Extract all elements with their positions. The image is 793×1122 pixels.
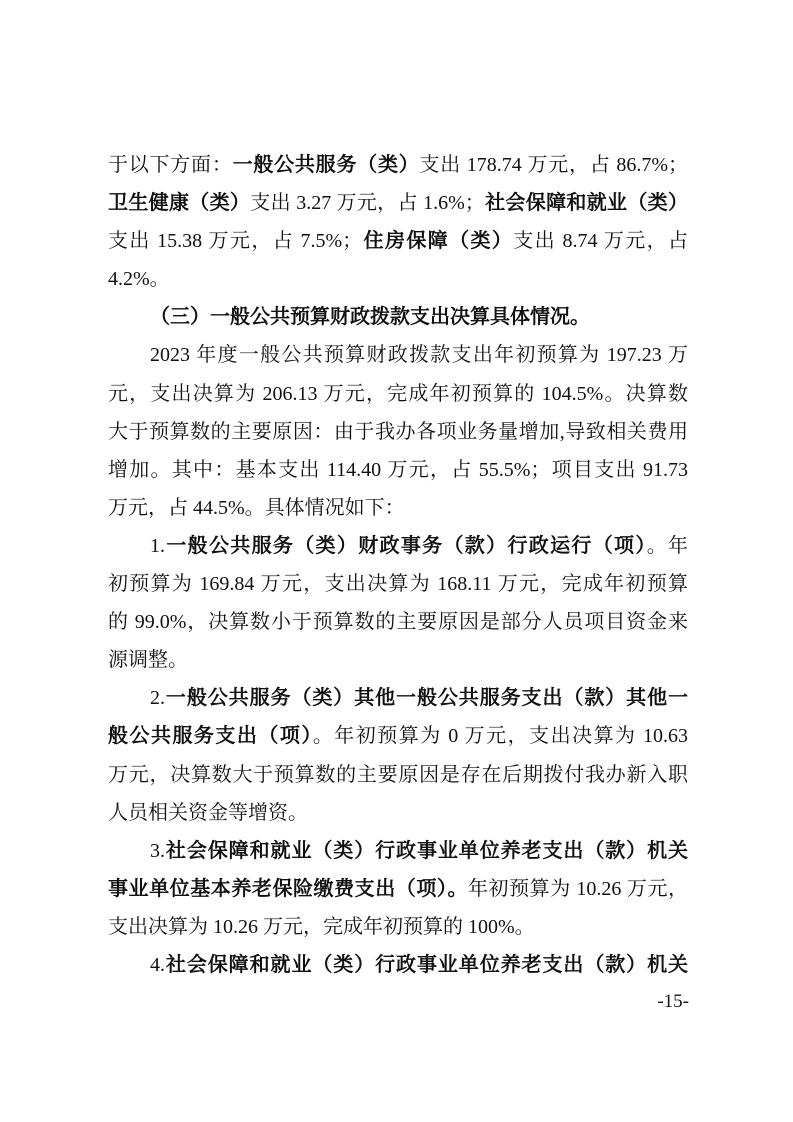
text-segment: 增加。其中：基本支出 114.40 万元，占 55.5%；项目支出 91.73 bbox=[108, 458, 688, 481]
text-line bbox=[108, 565, 688, 603]
bold-item-title: 一般公共服务（类）其他一般公共服务支出（款）其他一 bbox=[165, 687, 688, 710]
text-line bbox=[108, 413, 688, 451]
text-segment: 万元，占 44.5%。具体情况如下： bbox=[108, 496, 405, 519]
text-segment: 人员相关资金等增资。 bbox=[108, 801, 308, 824]
text-line bbox=[108, 146, 688, 184]
text-segment: 万元，决算数大于预算数的主要原因是存在后期拨付我办新入职 bbox=[108, 763, 688, 786]
text-line bbox=[108, 222, 688, 260]
text-segment: 元，支出决算为 206.13 万元，完成年初预算的 104.5%。决算数 bbox=[108, 382, 688, 405]
text-segment: 大于预算数的主要原因：由于我办各项业务量增加,导致相关费用 bbox=[108, 420, 688, 443]
bold-category-segment: 住房保障（类） bbox=[362, 230, 514, 253]
text-segment: 支出 3.27 万元，占 1.6%； bbox=[250, 192, 485, 215]
text-line bbox=[108, 375, 688, 413]
text-line bbox=[108, 794, 688, 832]
text-line bbox=[108, 946, 688, 984]
text-line bbox=[108, 717, 688, 755]
page-number: -15- bbox=[657, 991, 689, 1012]
item-number: 2. bbox=[150, 687, 165, 710]
text-line bbox=[108, 451, 688, 489]
bold-item-title: 一般公共服务（类）财政事务（款）行政运行（项） bbox=[165, 534, 647, 557]
text-segment: 源调整。 bbox=[108, 649, 188, 672]
item-number: 3. bbox=[150, 839, 165, 862]
text-segment: 初预算为 169.84 万元，支出决算为 168.11 万元，完成年初预算 bbox=[108, 573, 688, 596]
text-line bbox=[108, 679, 688, 717]
bold-item-title: 社会保障和就业（类）行政事业单位养老支出（款）机关 bbox=[165, 953, 688, 976]
text-line bbox=[108, 336, 688, 374]
text-line bbox=[108, 756, 688, 794]
text-line bbox=[108, 908, 688, 946]
section-heading-text: （三）一般公共预算财政拨款支出决算具体情况。 bbox=[150, 306, 590, 329]
body-text bbox=[108, 146, 688, 984]
text-line bbox=[108, 870, 688, 908]
text-line bbox=[108, 527, 688, 565]
text-segment: 的 99.0%，决算数小于预算数的主要原因是部分人员项目资金来 bbox=[108, 611, 688, 634]
bold-category-segment: 一般公共服务（类） bbox=[232, 154, 420, 176]
bold-item-title: 事业单位基本养老保险缴费支出（项）。 bbox=[108, 877, 468, 900]
item-number: 1. bbox=[150, 534, 165, 557]
text-line bbox=[108, 260, 688, 298]
text-line bbox=[108, 184, 688, 222]
text-line bbox=[108, 489, 688, 527]
text-line bbox=[108, 832, 688, 870]
bold-item-title: 社会保障和就业（类）行政事业单位养老支出（款）机关 bbox=[165, 839, 688, 862]
item-number: 4. bbox=[150, 953, 165, 976]
text-segment: 支出 15.38 万元，占 7.5%； bbox=[108, 230, 363, 253]
bold-category-segment: 社会保障和就业（类） bbox=[484, 192, 688, 215]
text-segment: 支出决算为 10.26 万元，完成年初预算的 100%。 bbox=[108, 915, 535, 938]
text-segment: 支出 178.74 万元，占 86.7%； bbox=[419, 154, 689, 176]
section-heading bbox=[108, 298, 688, 336]
text-line bbox=[108, 603, 688, 641]
text-segment: 。年 bbox=[646, 534, 689, 557]
bold-item-title: 般公共服务支出（项） bbox=[108, 725, 313, 748]
text-segment: 于以下方面： bbox=[108, 154, 233, 176]
bold-category-segment: 卫生健康（类） bbox=[108, 192, 251, 215]
text-segment: 2023 年度一般公共预算财政拨款支出年初预算为 197.23 万 bbox=[150, 344, 688, 367]
text-line bbox=[108, 641, 688, 679]
text-segment: 年初预算为 10.26 万元， bbox=[468, 877, 689, 900]
text-segment: 。年初预算为 0 万元，支出决算为 10.63 bbox=[312, 725, 689, 748]
text-segment: 支出 8.74 万元，占 bbox=[513, 230, 689, 253]
text-segment: 4.2%。 bbox=[108, 268, 170, 291]
